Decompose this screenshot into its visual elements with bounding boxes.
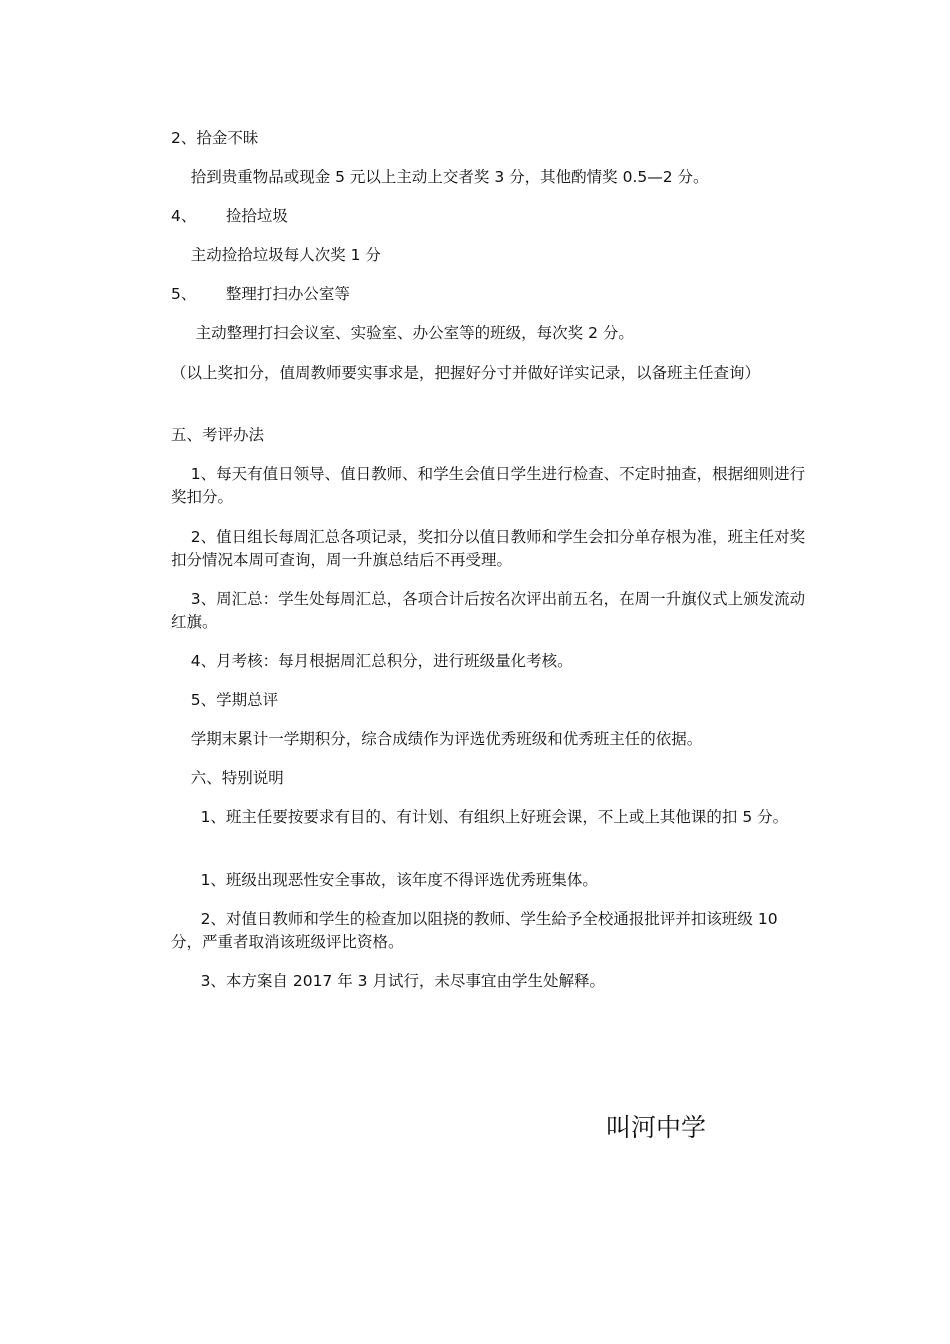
school-signature: 叫河中学 bbox=[606, 1113, 707, 1142]
evaluation-item-1: 1、每天有值日领导、值日教师、和学生会值日学生进行检查、不定时抽查，根据细则进行奖扣分。 bbox=[171, 465, 806, 506]
evaluation-item-4: 4、月考核：每月根据周汇总积分，进行班级量化考核。 bbox=[171, 652, 573, 670]
section-heading-evaluation: 五、考评办法 bbox=[171, 426, 265, 444]
special-item-1: 1、班主任要按要求有目的、有计划、有组织上好班会课，不上或上其他课的扣 5 分。 bbox=[171, 808, 789, 826]
special-item-3: 3、本方案自 2017 年 3 月试行，未尽事宜由学生处解释。 bbox=[171, 972, 605, 990]
evaluation-item-3: 3、周汇总：学生处每周汇总，各项合计后按名次评出前五名，在周一升旗仪式上颁发流动红旗。 bbox=[171, 590, 806, 631]
section-heading-special: 六、特别说明 bbox=[171, 769, 284, 787]
rule-pick-up-litter: 主动捡拾垃圾每人次奖 1 分 bbox=[171, 246, 381, 264]
rule-return-lost-items: 拾到贵重物品或现金 5 元以上主动上交者奖 3 分，其他酌情奖 0.5—2 分。 bbox=[171, 168, 709, 186]
evaluation-item-5: 5、学期总评 bbox=[171, 691, 279, 709]
note-scoring: （以上奖扣分，值周教师要实事求是，把握好分寸并做好详实记录，以备班主任查询） bbox=[171, 364, 761, 382]
special-item-1b: 1、班级出现恶性安全事故，该年度不得评选优秀班集体。 bbox=[171, 871, 598, 889]
special-item-2: 2、对值日教师和学生的检查加以阻挠的教师、学生給予全校通报批评并扣该班级 10 分，严重者取消该班级评比资格。 bbox=[171, 910, 783, 951]
evaluation-item-2: 2、值日组长每周汇总各项记录，奖扣分以值日教师和学生会扣分单存根为准，班主任对奖扣分情况本周可查询，周一升旗总结后不再受理。 bbox=[171, 528, 806, 569]
heading-clean-office: 5、 整理打扫办公室等 bbox=[171, 285, 350, 303]
rule-clean-office: 主动整理打扫会议室、实验室、办公室等的班级，每次奖 2 分。 bbox=[171, 324, 634, 342]
heading-pick-up-litter: 4、 捡拾垃圾 bbox=[171, 207, 288, 225]
evaluation-item-5-detail: 学期末累计一学期积分，综合成绩作为评选优秀班级和优秀班主任的依据。 bbox=[171, 730, 703, 748]
heading-return-lost-items: 2、拾金不昧 bbox=[171, 129, 259, 147]
